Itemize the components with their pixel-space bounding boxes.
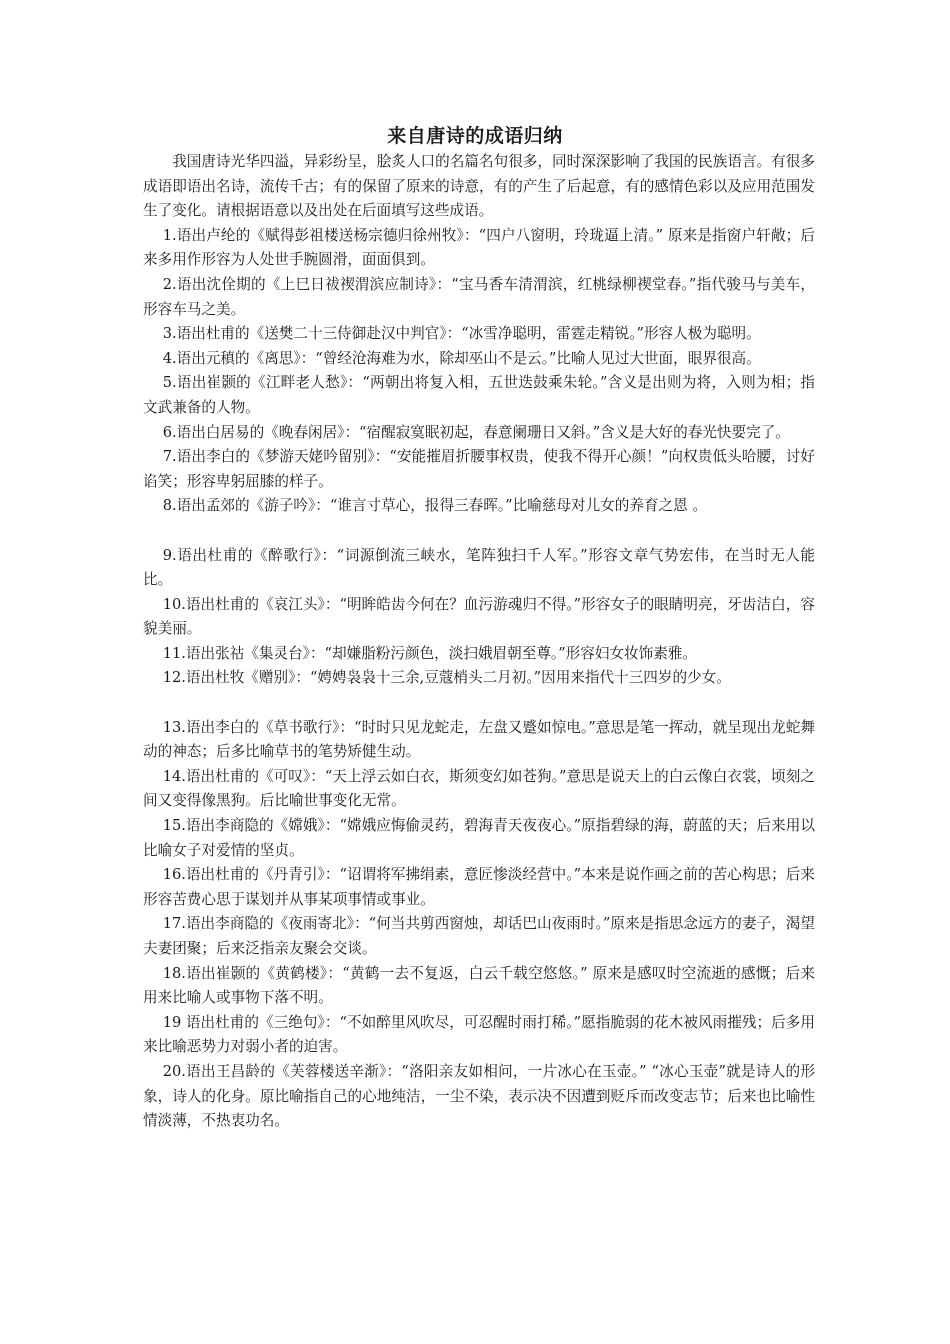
idiom-item-11: 11.语出张祜《集灵台》：“却嫌脂粉污颜色，淡扫娥眉朝至尊。”形容妇女妆饰素雅。 — [162, 644, 698, 662]
idiom-item-14: 14.语出杜甫的《可叹》：“天上浮云如白衣，斯须变幻如苍狗。”意思是说天上的白云像白衣裳，顷刻之间又变得像黑狗。后比喻世事变化无常。 — [143, 767, 815, 810]
idiom-item-10: 10.语出杜甫的《哀江头》：“明眸皓齿今何在？血污游魂归不得。”形容女子的眼睛明亮，牙齿洁白，容貌美丽。 — [143, 595, 815, 638]
idiom-item-5: 5.语出崔颢的《江畔老人愁》：“两朝出将复入相，五世迭鼓乘朱轮。”含义是出则为将，入则为相；指文武兼备的人物。 — [143, 374, 815, 416]
idiom-item-9: 9.语出杜甫的《醉歌行》：“词源倒流三峡水，笔阵独扫千人军。”形容文章气势宏伟，在当时无人能比。 — [143, 546, 815, 589]
document-title: 来自唐诗的成语归纳 — [387, 125, 563, 147]
idiom-item-8: 8.语出孟郊的《游子吟》：“谁言寸草心，报得三春晖。”比喻慈母对儿女的养育之恩 。 — [162, 497, 707, 515]
idiom-item-15: 15.语出李商隐的《嫦娥》：“嫦娥应悔偷灵药，碧海青天夜夜心。”原指碧绿的海，蔚蓝的天；后来用以比喻女子对爱情的坚贞。 — [143, 817, 815, 859]
document-body — [143, 150, 815, 1134]
idiom-item-16: 16.语出杜甫的《丹青引》：“诏谓将军拂绢素，意匠惨淡经营中。”本来是说作画之前的苦心构思；后来形容苦费心思于谋划并从事某项事情或事业。 — [143, 866, 815, 908]
idiom-item-19: 19 语出杜甫的《三绝句》：“不如醉里风吹尽，可忍醒时雨打稀。”愿指脆弱的花木被风雨摧残；后多用来比喻恶势力对弱小者的迫害。 — [143, 1013, 815, 1056]
idiom-item-12: 12.语出杜牧《赠别》：“娉娉袅袅十三余,豆蔻梢头二月初。”因用来指代十三四岁的少女。 — [162, 669, 731, 687]
idiom-item-2: 2.语出沈佺期的《上巳日祓禊渭滨应制诗》：“宝马香车清渭滨，红桃绿柳禊堂春。”指代骏马与美车，形容车马之美。 — [143, 275, 815, 318]
idiom-item-13: 13.语出李白的《草书歌行》：“时时只见龙蛇走，左盘又蹙如惊电。”意思是笔一挥动，就呈现出龙蛇舞动的神态；后多比喻草书的笔势矫健生动。 — [143, 718, 815, 761]
intro-paragraph: 我国唐诗光华四溢，异彩纷呈，脍炙人口的名篇名句很多，同时深深影响了我国的民族语言。有很多成语即语出名诗，流传千古；有的保留了原来的诗意，有的产生了后起意，有的感情色彩以及应用范围发生了变化。请根据语意以及出处在后面填写这些成语。 — [143, 153, 815, 220]
idiom-item-6: 6.语出白居易的《晚春闲居》：“宿醒寂寞眠初起，春意阑珊日又斜。”含义是大好的春光快要完了。 — [162, 423, 790, 441]
idiom-item-4: 4.语出元稹的《离思》：“曾经沧海难为水，除却巫山不是云。”比喻人见过大世面，眼界很高。 — [162, 349, 761, 367]
paragraph-gap — [143, 691, 815, 716]
idiom-item-17: 17.语出李商隐的《夜雨寄北》：“何当共剪西窗烛，却话巴山夜雨时。”原来是指思念远方的妻子，渴望夫妻团聚；后来泛指亲友聚会交谈。 — [143, 915, 815, 957]
idiom-item-20: 20.语出王昌龄的《芙蓉楼送辛渐》：“洛阳亲友如相问，一片冰心在玉壶。” “冰心玉壶”就是诗人的形象，诗人的化身。原比喻指自己的心地纯洁，一尘不染，表示决不因遭到贬斥而改变志节；后来也比喻性情淡薄，不热衷功名。 — [143, 1062, 815, 1130]
idiom-item-1: 1.语出卢纶的《赋得彭祖楼送杨宗德归徐州牧》：“四户八窗明，玲珑逼上清。” 原来是指窗户轩敞；后来多用作形容为人处世手腕圆滑，面面俱到。 — [143, 226, 815, 269]
idiom-item-3: 3.语出杜甫的《送樊二十三侍御赴汉中判官》：“冰雪净聪明，雷霆走精锐。”形容人极为聪明。 — [162, 325, 761, 343]
paragraph-gap — [143, 519, 815, 544]
idiom-item-7: 7.语出李白的《梦游天姥吟留别》：“安能摧眉折腰事权贵，使我不得开心颜！”向权贵低头哈腰，讨好谄笑；形容卑躬屈膝的样子。 — [143, 448, 815, 490]
idiom-item-18: 18.语出崔颢的《黄鹤楼》：“黄鹤一去不复返，白云千载空悠悠。” 原来是感叹时空流逝的感慨；后来用来比喻人或事物下落不明。 — [143, 964, 815, 1007]
